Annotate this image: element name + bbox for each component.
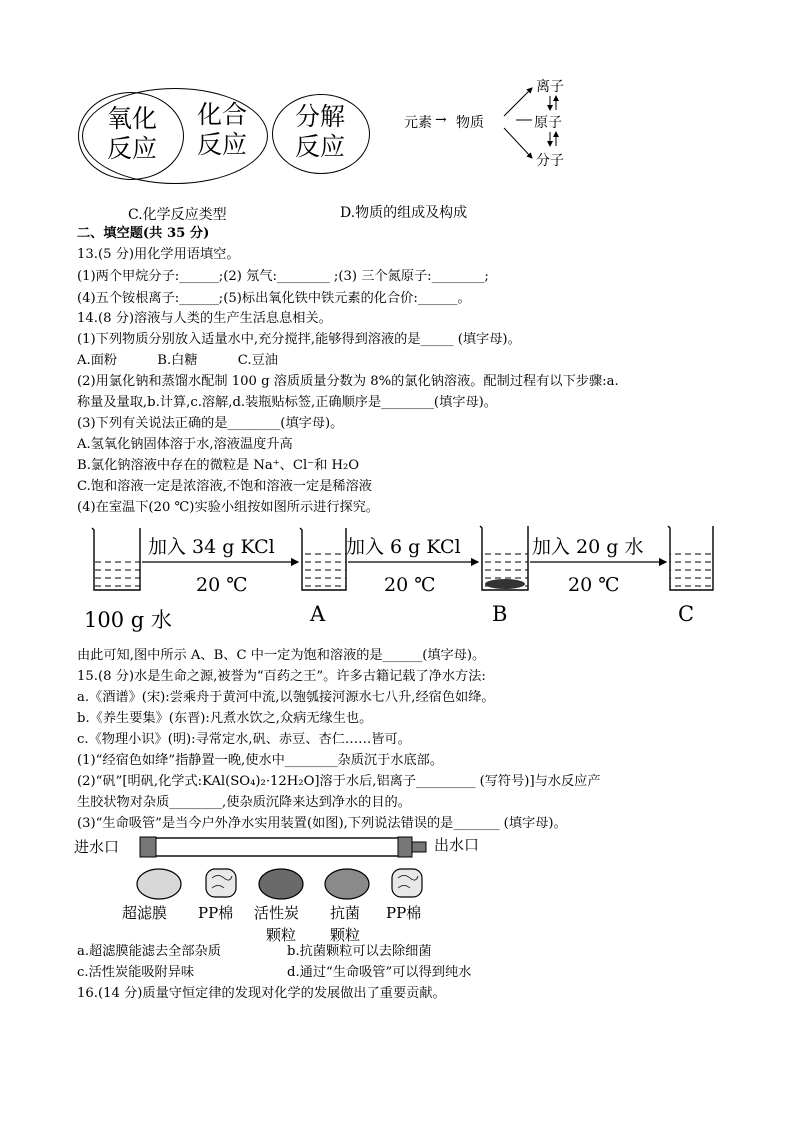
step3-add-label: 加入 20 g 水 (532, 536, 644, 558)
option-c: C.豆油 (237, 353, 278, 368)
q15-part2-line2: 生胶状物对杂质________,使杂质沉降来达到净水的目的。 (77, 795, 411, 810)
q14-part3: (3)下列有关说法正确的是________(填字母)。 (77, 416, 344, 431)
q15-source-b: b.《养生要集》(东晋):凡煮水饮之,众病无缘生也。 (77, 711, 373, 726)
pp-cotton-shape-1 (206, 869, 236, 897)
step2-temp-label: 20 ℃ (384, 574, 436, 596)
q14-part2-line1: (2)用氯化钠和蒸馏水配制 100 g 溶质质量分数为 8%的氯化钠溶液。配制过程有以下步骤:a. (77, 374, 619, 389)
activated-carbon-shape (259, 869, 303, 899)
q14-part3-option-c: C.饱和溶液一定是浓溶液,不饱和溶液一定是稀溶液 (77, 479, 372, 494)
q14-part1-options (77, 352, 278, 370)
label-c: C (678, 602, 695, 626)
q15-option-d: d.通过“生命吸管”可以得到纯水 (287, 965, 472, 980)
decomposition-label: 分解 反应 (294, 102, 345, 161)
step2-add-label: 加入 6 g KCl (346, 536, 461, 558)
combination-label: 化合 反应 (196, 100, 247, 159)
section-heading: 二、填空题(共 35 分) (77, 226, 210, 241)
q14-part3-option-a: A.氢氧化钠固体溶于水,溶液温度升高 (77, 437, 293, 452)
oxidation-label: 氧化 反应 (106, 104, 157, 163)
step1-temp-label: 20 ℃ (196, 574, 248, 596)
label-a: A (310, 602, 326, 626)
figure-c-caption: C.化学反应类型 (128, 207, 227, 223)
molecule-label: 分子 (536, 153, 564, 169)
q15-part3: (3)“生命吸管”是当今户外净水实用装置(如图),下列说法错误的是_______ (填字母)。 (77, 816, 567, 831)
q13-line1: (1)两个甲烷分子:______;(2) 氖气:________ ;(3) 三个氮原子:________; (77, 269, 489, 284)
beaker-a (300, 528, 346, 590)
atom-label: 原子 (534, 115, 562, 131)
kcl-experiment-figure (84, 518, 714, 636)
pp-cotton-shape-2 (392, 869, 422, 897)
beaker-start (92, 528, 140, 590)
q15-part1: (1)“经宿色如绛”指静置一晚,使水中________杂质沉于水底部。 (77, 753, 444, 768)
figure-d-caption: D.物质的组成及构成 (340, 205, 468, 221)
q14-title: 14.(8 分)溶液与人类的生产生活息息相关。 (77, 311, 332, 326)
start-water-label: 100 g 水 (84, 608, 172, 632)
q14-part4-question: 由此可知,图中所示 A、B、C 中一定为饱和溶液的是______(填字母)。 (77, 648, 486, 663)
layer-ultrafiltration: 超滤膜 (122, 904, 168, 922)
layer-pp-cotton-2: PP棉 (386, 904, 422, 922)
layer-antibacterial: 抗菌 (330, 904, 361, 922)
life-straw-figure (74, 832, 534, 942)
q14-part3-option-b: B.氯化钠溶液中存在的微粒是 Na⁺、Cl⁻和 H₂O (77, 458, 360, 473)
arrow-right-icon: → (435, 112, 447, 128)
q14-part1: (1)下列物质分别放入适量水中,充分搅拌,能够得到溶液的是_____ (填字母)。 (77, 332, 521, 347)
substance-label: 物质 (456, 115, 484, 131)
figure-composition (404, 74, 604, 174)
antibacterial-shape (325, 869, 369, 899)
q13-title: 13.(5 分)用化学用语填空。 (77, 247, 240, 262)
q16-title: 16.(14 分)质量守恒定律的发现对化学的发展做出了重要贡献。 (77, 986, 446, 1001)
layer-activated-carbon-sub: 颗粒 (266, 926, 297, 944)
step3-temp-label: 20 ℃ (568, 574, 620, 596)
q15-source-c: c.《物理小识》(明):寻常定水,矾、赤豆、杏仁……皆可。 (77, 732, 411, 747)
label-b: B (492, 602, 508, 626)
q14-part2-line2: 称量及量取,b.计算,c.溶解,d.装瓶贴标签,正确顺序是________(填字母)。 (77, 395, 497, 410)
ultrafiltration-shape (137, 869, 181, 899)
figure-reaction-types (78, 86, 378, 198)
step1-add-label: 加入 34 g KCl (148, 536, 275, 558)
composition-arrows (404, 74, 604, 174)
q13-line2: (4)五个铵根离子:______;(5)标出氧化铁中铁元素的化合价:______。 (77, 291, 471, 306)
ion-label: 离子 (536, 79, 564, 95)
layer-pp-cotton-1: PP棉 (198, 904, 234, 922)
beaker-c (668, 526, 714, 590)
q14-part4: (4)在室温下(20 ℃)实验小组按如图所示进行探究。 (77, 500, 380, 515)
q15-option-a: a.超滤膜能滤去全部杂质 (77, 944, 221, 959)
layer-activated-carbon: 活性炭 (254, 904, 300, 922)
option-b: B.白糖 (157, 353, 198, 368)
q15-option-b: b.抗菌颗粒可以去除细菌 (287, 944, 432, 959)
inlet-label: 进水口 (74, 838, 120, 856)
q15-source-a: a.《酒谱》(宋):尝乘舟于黄河中流,以匏瓠接河源水七八升,经宿色如绛。 (77, 690, 495, 705)
outlet-label: 出水口 (434, 836, 480, 854)
q15-part2-line1: (2)“矾”[明矾,化学式:KAl(SO₄)₂·12H₂O]溶于水后,铝离子_________ (写符号)]与水反应产 (77, 774, 601, 789)
option-a: A.面粉 (77, 353, 118, 368)
beaker-b (480, 526, 528, 590)
q15-option-c: c.活性炭能吸附异味 (77, 965, 195, 980)
q15-title: 15.(8 分)水是生命之源,被誉为“百药之王”。许多古籍记载了净水方法: (77, 669, 486, 684)
element-label: 元素 (404, 115, 432, 131)
layer-antibacterial-sub: 颗粒 (330, 926, 361, 944)
